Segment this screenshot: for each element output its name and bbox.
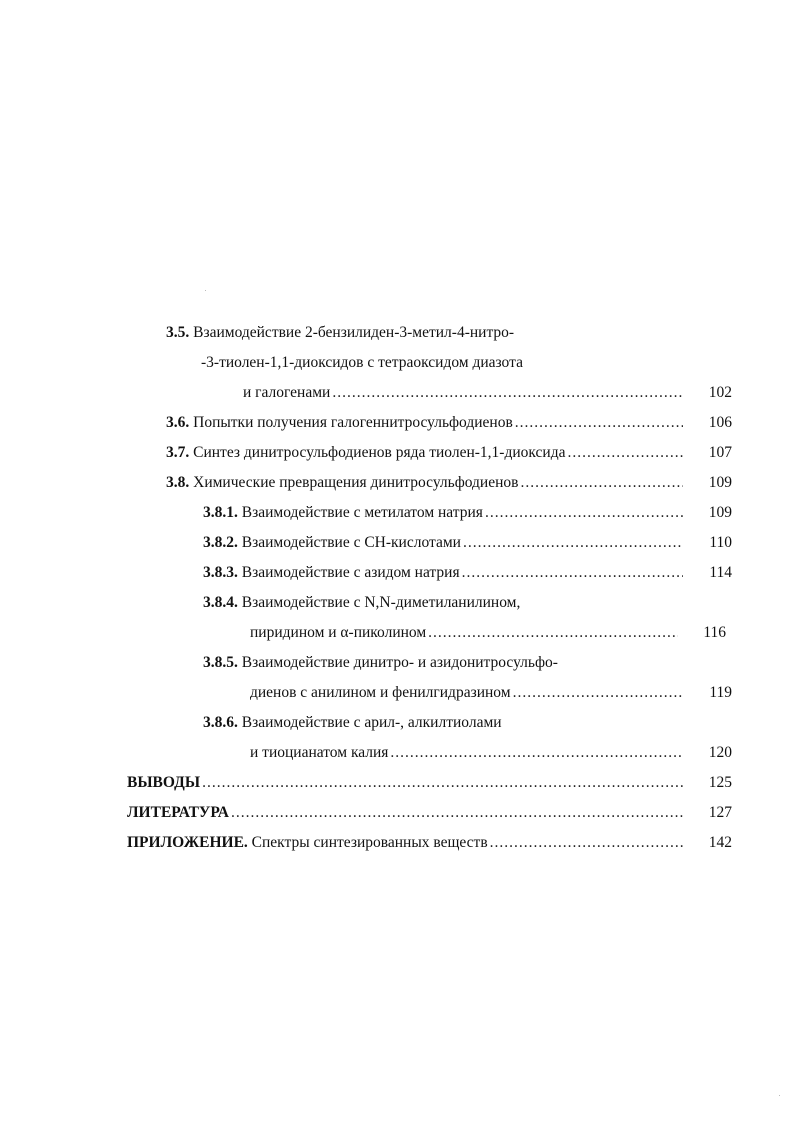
- toc-3-8-6-number: 3.8.6.: [203, 714, 238, 731]
- leader-dots: [231, 803, 683, 823]
- leader-dots: [202, 773, 683, 793]
- toc-3-8-1-title: Взаимодействие с метилатом натрия: [241, 504, 483, 521]
- toc-appendix: [127, 833, 683, 853]
- toc-3-8-2-title: Взаимодействие с СН-кислотами: [241, 534, 461, 551]
- toc-3-8-1-number: 3.8.1.: [203, 504, 238, 521]
- toc-3-7-page: 107: [708, 444, 732, 461]
- toc-3-8-title: Химические превращения динитросульфодиенов: [193, 474, 519, 491]
- toc-3-7-title: Синтез динитросульфодиенов ряда тиолен-1,1-диоксида: [193, 444, 566, 461]
- toc-3-5-line3: [243, 383, 683, 403]
- toc-appendix-page: 142: [708, 834, 732, 851]
- toc-3-5-title-line2: -3-тиолен-1,1-диоксидов с тетраоксидом диазота: [201, 354, 523, 371]
- toc-3-8-3-title: Взаимодействие с азидом натрия: [241, 564, 460, 581]
- leader-dots: [567, 443, 683, 463]
- leader-dots: [390, 743, 683, 763]
- toc-3-7-number: 3.7.: [166, 444, 190, 461]
- toc-appendix-label: ПРИЛОЖЕНИЕ.: [127, 834, 248, 851]
- toc-3-6-number: 3.6.: [166, 414, 190, 431]
- toc-conclusions: [127, 773, 683, 793]
- leader-dots: [463, 533, 683, 553]
- scan-speck: [205, 290, 206, 291]
- toc-3-8-4-number: 3.8.4.: [203, 594, 238, 611]
- toc-3-5-line1: [166, 323, 514, 343]
- toc-3-5-number: 3.5.: [166, 324, 190, 341]
- toc-3-8-1-page: 109: [708, 504, 732, 521]
- toc-3-8-5-page: 119: [709, 684, 732, 701]
- toc-literature-page: 127: [708, 804, 732, 821]
- toc-3-8-2-number: 3.8.2.: [203, 534, 238, 551]
- toc-3-8-4-page: 116: [703, 624, 726, 641]
- toc-3-8-3-page: 114: [709, 564, 732, 581]
- toc-3-8-5-line1: [203, 653, 558, 673]
- toc-3-8-6-page: 120: [708, 744, 732, 761]
- leader-dots: [515, 413, 683, 433]
- toc-3-5-page: 102: [708, 384, 732, 401]
- toc-3-8-2: [203, 533, 683, 553]
- leader-dots: [520, 473, 683, 493]
- toc-3-8-6-line1: [203, 713, 502, 733]
- leader-dots: [513, 683, 683, 703]
- toc-3-8-3: [203, 563, 683, 583]
- toc-3-5-title-line3: и галогенами: [243, 384, 331, 401]
- toc-conclusions-title: ВЫВОДЫ: [127, 774, 201, 791]
- leader-dots: [428, 623, 678, 643]
- leader-dots: [462, 563, 683, 583]
- toc-3-7: [166, 443, 683, 463]
- toc-3-8-5-title-line1: Взаимодействие динитро- и азидонитросульфо-: [241, 654, 558, 671]
- toc-literature: [127, 803, 683, 823]
- toc-3-8-4-line2: [250, 623, 678, 643]
- toc-3-5-title-line1: Взаимодействие 2-бензилиден-3-метил-4-нитро-: [193, 324, 515, 341]
- toc-3-8-6-title-line1: Взаимодействие с арил-, алкилтиолами: [241, 714, 502, 731]
- toc-3-8-4-line1: [203, 593, 520, 613]
- toc-3-8-6-line2: [250, 743, 683, 763]
- toc-3-8-5-line2: [250, 683, 683, 703]
- toc-appendix-title: Спектры синтезированных веществ: [251, 834, 488, 851]
- toc-literature-title: ЛИТЕРАТУРА: [127, 804, 229, 821]
- leader-dots: [490, 833, 683, 853]
- toc-3-8-2-page: 110: [709, 534, 732, 551]
- toc-3-8: [166, 473, 683, 493]
- toc-3-8-5-number: 3.8.5.: [203, 654, 238, 671]
- scan-speck: [779, 1095, 780, 1096]
- toc-3-6-page: 106: [708, 414, 732, 431]
- toc-3-8-5-title-line2: диенов с анилином и фенилгидразином: [250, 684, 511, 701]
- toc-3-8-6-title-line2: и тиоцианатом калия: [250, 744, 389, 761]
- toc-3-6-title: Попытки получения галогеннитросульфодиенов: [193, 414, 513, 431]
- toc-3-8-4-title-line2: пиридином и α-пиколином: [250, 624, 427, 641]
- leader-dots: [332, 383, 683, 403]
- toc-3-8-page: 109: [708, 474, 732, 491]
- leader-dots: [485, 503, 683, 523]
- toc-3-6: [166, 413, 683, 433]
- toc-conclusions-page: 125: [708, 774, 732, 791]
- toc-3-8-3-number: 3.8.3.: [203, 564, 238, 581]
- toc-3-8-4-title-line1: Взаимодействие с N,N-диметиланилином,: [241, 594, 521, 611]
- toc-3-8-1: [203, 503, 683, 523]
- toc-3-8-number: 3.8.: [166, 474, 190, 491]
